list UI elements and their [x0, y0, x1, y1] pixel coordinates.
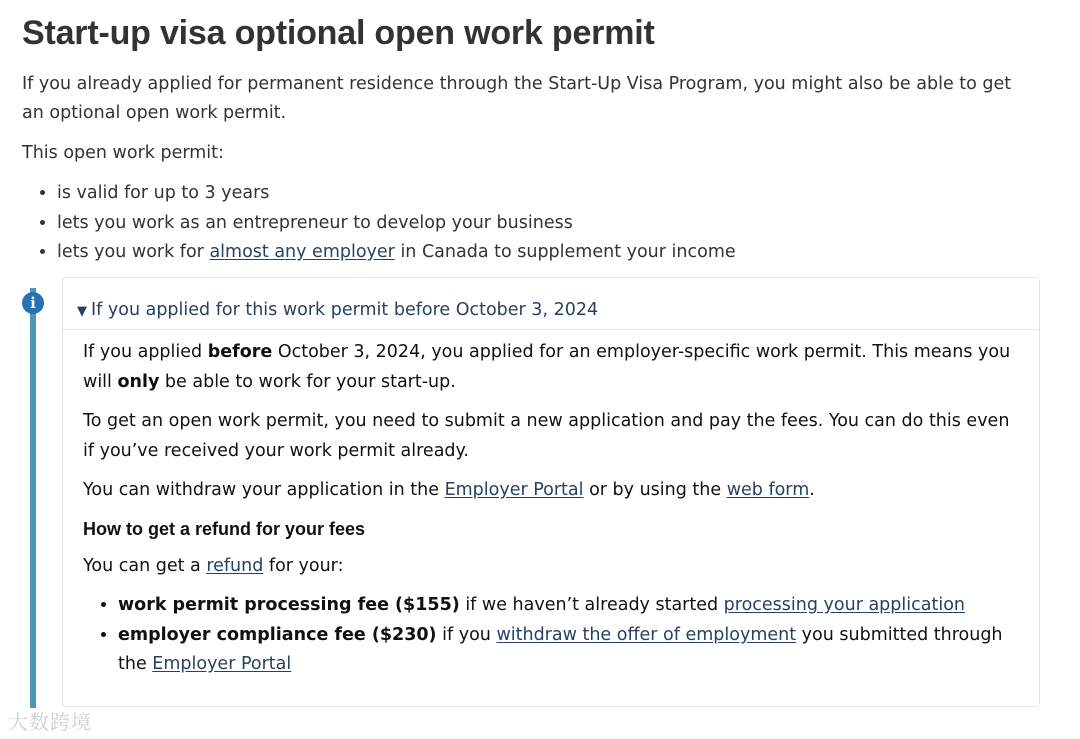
refund-lead [83, 552, 1013, 582]
text: for your: [263, 555, 344, 576]
text: or by using the [583, 480, 727, 500]
text: be able to work for your start-up. [159, 371, 456, 392]
text: If you applied [83, 342, 208, 362]
emphasis-text: only [117, 371, 160, 392]
feature-text: lets you work as an entrepreneur to develop your business [57, 212, 573, 233]
employer-portal-link[interactable]: Employer Portal [444, 480, 584, 500]
withdraw-offer-link[interactable]: withdraw the offer of employment [496, 624, 797, 645]
feature-text: in Canada to supplement your income [394, 242, 736, 262]
refund-heading: How to get a refund for your fees [83, 518, 366, 539]
details-paragraph-3 [83, 476, 1013, 506]
page-title: Start-up visa optional open work permit [22, 14, 655, 52]
alert-accent-gap [30, 278, 36, 288]
list-item [118, 591, 1013, 621]
list-item [57, 238, 736, 268]
almost-any-employer-link[interactable]: almost any employer [209, 242, 395, 262]
caret-down-icon: ▼ [77, 304, 87, 319]
details-body [83, 338, 1013, 680]
list-item [57, 179, 736, 209]
list-item [57, 209, 736, 239]
employer-portal-link-2[interactable]: Employer Portal [152, 654, 292, 674]
watermark: 大数跨境 [8, 710, 92, 734]
list-item [118, 621, 1013, 680]
text: You can withdraw your application in the [83, 480, 445, 500]
details-summary-toggle[interactable] [63, 278, 1039, 330]
text: October 3, 2024, you applied for an employer-specific work permit. This means you will [83, 342, 1011, 392]
details-paragraph-2: To get an open work permit, you need to submit a new application and pay the fees. You can do this even if you’ve received your work permit already. [83, 411, 1010, 461]
refund-fees-list [83, 591, 1013, 680]
text: if we haven’t already started [459, 595, 724, 615]
emphasis-text: before [207, 342, 273, 362]
processing-application-link[interactable]: processing your application [723, 595, 965, 615]
web-form-link[interactable]: web form [726, 480, 810, 500]
fee-name: employer compliance fee ($230) [118, 624, 437, 645]
refund-link[interactable]: refund [206, 555, 264, 576]
details-paragraph-1 [83, 338, 1013, 397]
permit-features-list [22, 179, 736, 268]
text: . [809, 480, 815, 500]
intro-paragraph: If you already applied for permanent residence through the Start-Up Visa Program, you might also be able to get an optional open work permit. [22, 74, 1012, 123]
details-summary-label: If you applied for this work permit before October 3, 2024 [91, 300, 599, 320]
info-icon: i [22, 292, 44, 314]
permit-lead-text: This open work permit: [22, 143, 224, 163]
text: You can get a [83, 555, 207, 576]
fee-name: work permit processing fee ($155) [118, 595, 460, 615]
alert-accent-bar [30, 278, 36, 708]
details-panel [62, 277, 1040, 707]
feature-text: is valid for up to 3 years [57, 183, 270, 203]
text: you submitted through the [118, 624, 1003, 674]
text: if you [436, 624, 497, 645]
feature-text: lets you work for [57, 242, 210, 262]
